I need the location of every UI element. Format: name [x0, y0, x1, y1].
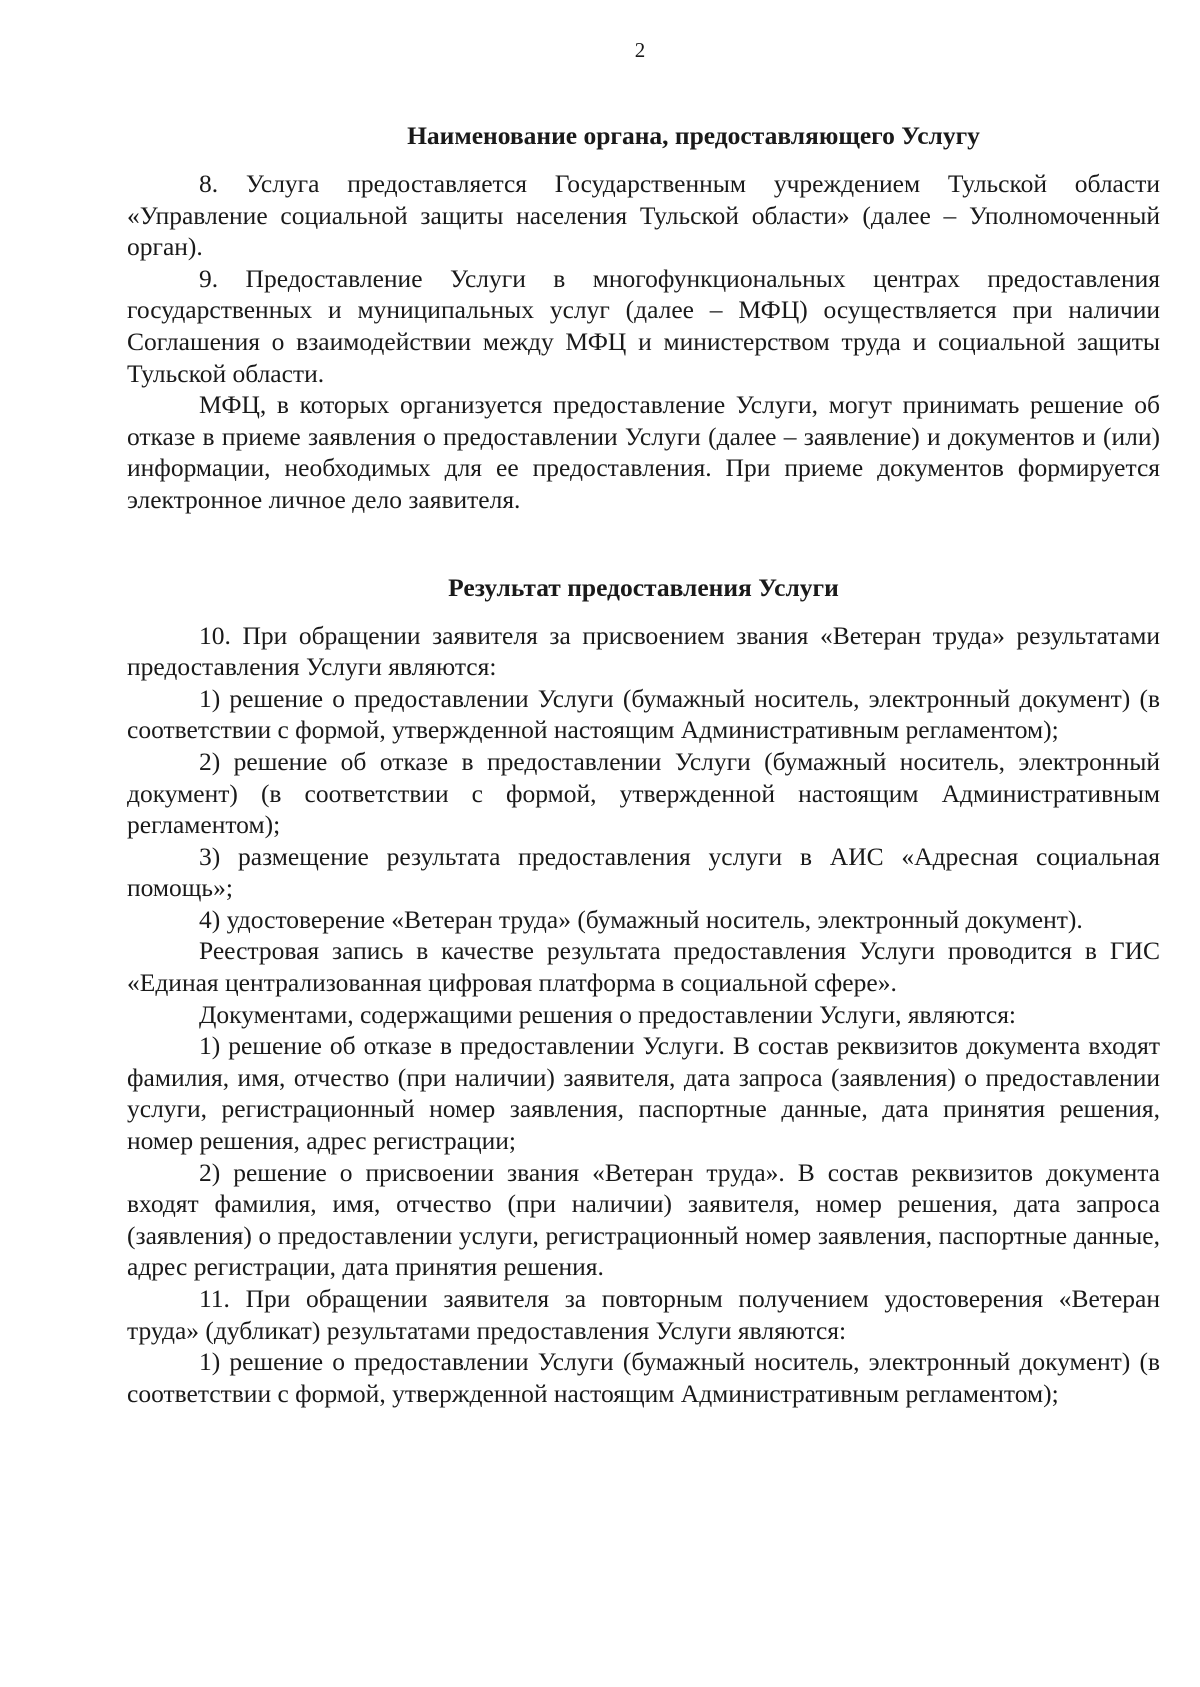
paragraph-documents: Документами, содержащими решения о предоставлении Услуги, являются: — [199, 999, 1017, 1029]
list-item-documents-1: 1) решение об отказе в предоставлении Услуги. В состав реквизитов документа входят фамилия, имя, отчество (при наличии) заявителя, дата запроса (заявления) о предоставлении услуги, регистрационный номер заявления, паспортные данные, дата принятия решения, номер решения, адрес регистрации; — [127, 1031, 1160, 1156]
list-item-10-1: 1) решение о предоставлении Услуги (бумажный носитель, электронный документ) (в соответствии с формой, утвержденной настоящим Административным регламентом); — [127, 683, 1160, 745]
list-item-10-2: 2) решение об отказе в предоставлении Услуги (бумажный носитель, электронный документ) (в соответствии с формой, утвержденной настоящим Административным регламентом); — [127, 746, 1160, 840]
paragraph-10: 10. При обращении заявителя за присвоением звания «Ветеран труда» результатами предоставления Услуги являются: — [127, 620, 1160, 682]
paragraph-8: 8. Услуга предоставляется Государственным учреждением Тульской области «Управление социальной защиты населения Тульской области» (далее – Уполномоченный орган). — [127, 169, 1160, 262]
list-item-11-1: 1) решение о предоставлении Услуги (бумажный носитель, электронный документ) (в соответствии с формой, утвержденной настоящим Административным регламентом); — [127, 1347, 1160, 1408]
page-number: 2 — [634, 38, 646, 62]
section-heading-result: Результат предоставления Услуги — [448, 572, 839, 602]
section-heading-authority: Наименование органа, предоставляющего Услугу — [407, 121, 980, 150]
paragraph-mfc: МФЦ, в которых организуется предоставление Услуги, могут принимать решение об отказе в приеме заявления о предоставлении Услуги (далее – заявление) и документов и (или) информации, необходимых для ее предоставления. При приеме документов формируется электронное личное дело заявителя. — [127, 390, 1160, 514]
document-body — [127, 120, 1160, 1409]
paragraph-11: 11. При обращении заявителя за повторным получением удостоверения «Ветеран труда» (дубликат) результатами предоставления Услуги являются: — [127, 1284, 1160, 1345]
list-item-10-4: 4) удостоверение «Ветеран труда» (бумажный носитель, электронный документ). — [199, 904, 1083, 934]
paragraph-registry: Реестровая запись в качестве результата предоставления Услуги проводится в ГИС «Единая централизованная цифровая платформа в социальной сфере». — [127, 936, 1160, 998]
paragraph-9: 9. Предоставление Услуги в многофункциональных центрах предоставления государственных и муниципальных услуг (далее – МФЦ) осуществляется при наличии Соглашения о взаимодействии между МФЦ и министерством труда и социальной защиты Тульской области. — [127, 263, 1160, 388]
list-item-10-3: 3) размещение результата предоставления услуги в АИС «Адресная социальная помощь»; — [127, 841, 1160, 903]
list-item-documents-2: 2) решение о присвоении звания «Ветеран труда». В состав реквизитов документа входят фамилия, имя, отчество (при наличии) заявителя, номер решения, дата запроса (заявления) о предоставлении услуги, регистрационный номер заявления, паспортные данные, адрес регистрации, дата принятия решения. — [127, 1157, 1160, 1282]
